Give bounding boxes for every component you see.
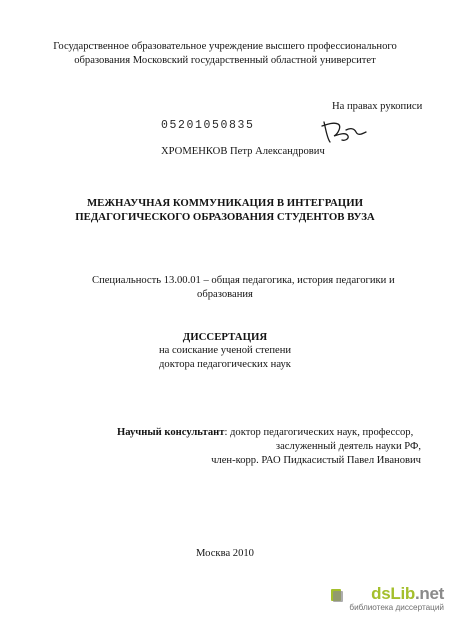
- consultant-line-3: член-корр. РАО Пидкасистый Павел Иванович: [211, 455, 421, 466]
- book-icon: [330, 587, 344, 603]
- city-year: Москва 2010: [196, 548, 254, 559]
- title-line-2: ПЕДАГОГИЧЕСКОГО ОБРАЗОВАНИЯ СТУДЕНТОВ ВУЗА: [75, 211, 375, 223]
- signature: [318, 112, 370, 150]
- specialty-line-2: образования: [197, 289, 253, 300]
- consultant-line-2: заслуженный деятель науки РФ,: [275, 441, 421, 452]
- consultant-line-1: [117, 427, 413, 438]
- consultant-label: Научный консультант: [117, 427, 225, 438]
- manuscript-rights: На правах рукописи: [332, 101, 423, 112]
- document-type: ДИССЕРТАЦИЯ: [182, 331, 268, 343]
- author-name: ХРОМЕНКОВ Петр Александрович: [161, 146, 325, 157]
- consultant-degree: : доктор педагогических наук, профессор,: [224, 427, 414, 438]
- specialty-line-1: Специальность 13.00.01 – общая педагогика, история педагогики и: [92, 275, 395, 286]
- degree-line-2: доктора педагогических наук: [159, 359, 291, 370]
- institution-line-1: Государственное образовательное учреждение высшего профессионального: [53, 41, 397, 52]
- title-line-1: МЕЖНАУЧНАЯ КОММУНИКАЦИЯ В ИНТЕГРАЦИИ: [86, 197, 363, 209]
- dslib-logo-part2: .net: [414, 584, 444, 603]
- degree-line-1: на соискание ученой степени: [158, 345, 292, 356]
- dslib-logo: [346, 585, 444, 603]
- dslib-watermark: [346, 585, 444, 613]
- dslib-subtitle: библиотека диссертаций: [349, 603, 444, 612]
- institution-line-2: образования Московский государственный областной университет: [74, 55, 376, 66]
- registration-code: 05201050835: [161, 119, 255, 132]
- dslib-logo-part1: dsLib: [371, 584, 415, 603]
